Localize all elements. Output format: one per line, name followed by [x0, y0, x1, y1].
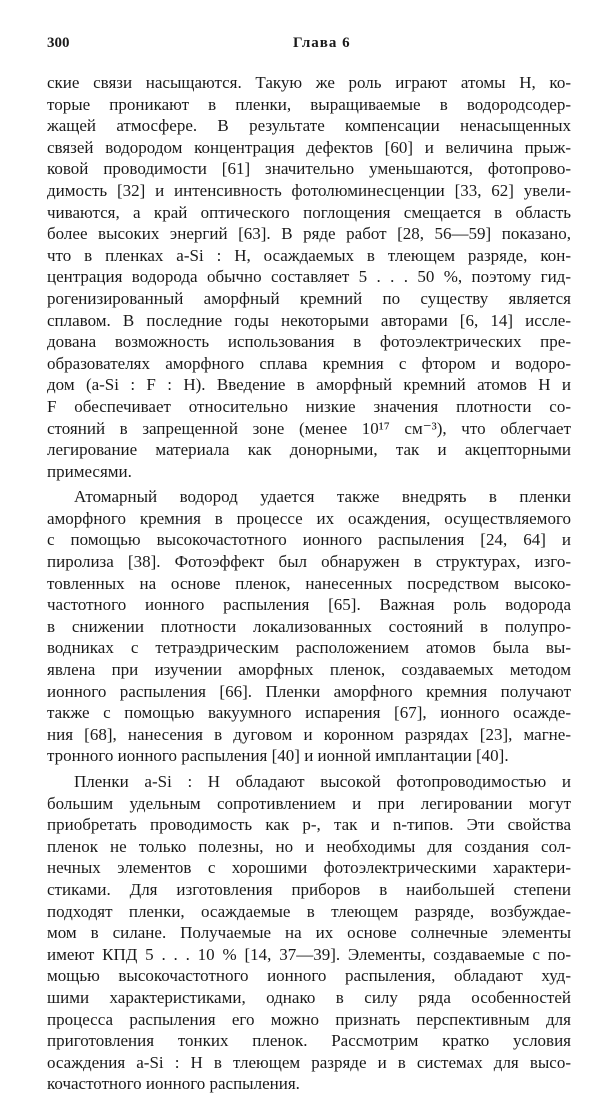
running-head — [47, 35, 568, 57]
text-line: ковой проводимости [61] значительно уменьшаются, фотопрово- — [47, 159, 571, 179]
text-line: шими характеристиками, однако в силу ряда особенностей — [47, 987, 571, 1007]
chapter-title: Глава 6 — [293, 35, 351, 51]
text-line: приготовления тонких пленок. Рассмотрим кратко условия — [47, 1031, 571, 1051]
paragraph-3 — [47, 771, 571, 1095]
text-line: аморфного кремния в процессе их осаждения, осуществляемого — [47, 508, 571, 528]
text-line: товленных на основе пленок, нанесенных посредством высоко- — [47, 573, 571, 593]
text-line: приобретать проводимость как p-, так и n-типов. Эти свойства — [47, 815, 571, 835]
page-number: 300 — [47, 35, 70, 51]
text-line: кочастотного ионного распыления. — [47, 1074, 300, 1094]
text-line: стояний в запрещенной зоне (менее 10¹⁷ см⁻³), что облегчает — [47, 418, 571, 438]
text-line: подходят пленки, осаждаемые в тлеющем разряде, возбуждае- — [47, 901, 571, 921]
text-line: частотного ионного распыления [65]. Важная роль водорода — [47, 595, 571, 615]
text-line: тронного ионного распыления [40] и ионной имплантации [40]. — [47, 746, 509, 766]
paragraph-2 — [47, 486, 571, 767]
text-line: торые проникают в пленки, выращиваемые в водородсодер- — [47, 94, 571, 114]
text-line: дована возможность использования в фотоэлектрических пре- — [47, 332, 571, 352]
text-line: Атомарный водород удается также внедрять в пленки — [74, 487, 571, 507]
text-line: также с помощью вакуумного испарения [67], ионного осажде- — [47, 703, 571, 723]
text-line: связей водородом концентрация дефектов [60] и величина прыж- — [47, 137, 571, 157]
text-line: мощью высокочастотного ионного распыления, обладают худ- — [47, 966, 571, 986]
text-line: ские связи насыщаются. Такую же роль играют атомы H, ко- — [47, 73, 571, 92]
text-line: пиролиза [38]. Фотоэффект был обнаружен в структурах, изго- — [47, 552, 571, 572]
text-line: большим удельным сопротивлением и при легировании могут — [47, 793, 571, 813]
text-line: мом в силане. Получаемые на их основе солнечные элементы — [47, 923, 571, 943]
text-line: сплавом. В последние годы некоторыми авторами [6, 14] иссле- — [47, 310, 571, 330]
text-line: с помощью высокочастотного ионного распыления [24, 64] и — [47, 530, 571, 550]
text-line: ионного распыления [66]. Пленки аморфного кремния получают — [47, 681, 571, 701]
text-line: рогенизированный аморфный кремний по существу является — [47, 288, 571, 308]
paragraph-1 — [47, 72, 571, 482]
text-line: пленок не только полезны, но и необходимы для создания сол- — [47, 836, 571, 856]
text-line: примесями. — [47, 461, 132, 481]
text-line: более высоких энергий [63]. В ряде работ [28, 56—59] показано, — [47, 224, 571, 244]
text-line: димость [32] и интенсивность фотолюминесценции [33, 62] увели- — [47, 180, 571, 200]
text-line: явлена при изучении аморфных пленок, создаваемых методом — [47, 660, 571, 680]
text-line: процесса распыления его можно признать перспективным для — [47, 1009, 571, 1029]
text-line: жащей атмосфере. В результате компенсации ненасыщенных — [47, 116, 571, 136]
text-line: стиками. Для изготовления приборов в наибольшей степени — [47, 879, 571, 899]
text-line: чиваются, а край оптического поглощения смещается в область — [47, 202, 571, 222]
body-text — [47, 72, 571, 1095]
text-line: F обеспечивает относительно низкие значения плотности со- — [47, 396, 571, 416]
text-line: ния [68], нанесения в дуговом и коронном разрядах [23], магне- — [47, 724, 571, 744]
text-line: имеют КПД 5 . . . 10 % [14, 37—39]. Элементы, создаваемые с по- — [47, 944, 571, 964]
text-line: легирование материала как донорными, так и акцепторными — [47, 440, 571, 460]
text-line: водниках с тетраэдрическим расположением атомов была вы- — [47, 638, 571, 658]
text-line: Пленки a-Si : H обладают высокой фотопроводимостью и — [74, 772, 571, 791]
text-line: центрация водорода обычно составляет 5 . . . 50 %, поэтому гид- — [47, 267, 571, 287]
text-line: нечных элементов с хорошими фотоэлектрическими характери- — [47, 858, 571, 878]
text-line: в снижении плотности локализованных состояний в полупро- — [47, 616, 571, 636]
text-line: образователях аморфного сплава кремния с фтором и водоро- — [47, 353, 571, 373]
text-line: что в пленках a-Si : H, осаждаемых в тлеющем разряде, кон- — [47, 245, 571, 265]
text-line: дом (a-Si : F : H). Введение в аморфный кремний атомов H и — [47, 375, 571, 395]
text-line: осаждения a-Si : H в тлеющем разряде и в системах для высо- — [47, 1052, 571, 1072]
